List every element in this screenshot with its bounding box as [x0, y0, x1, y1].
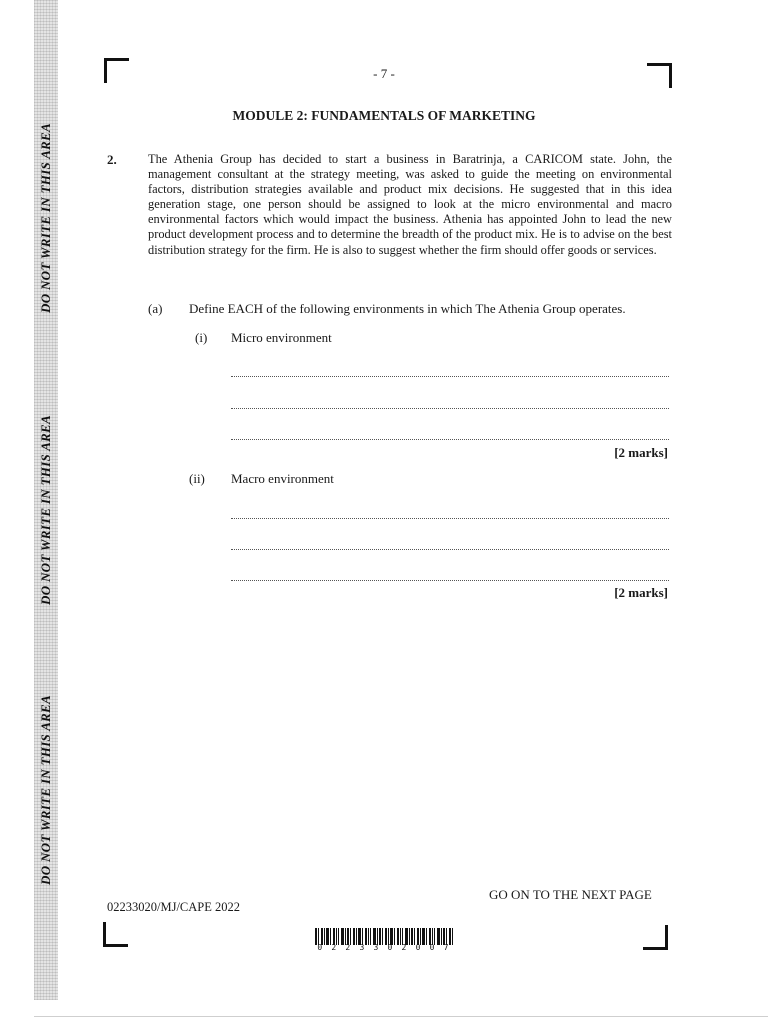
part-a-text: Define EACH of the following environments in which The Athenia Group operates.	[189, 301, 626, 316]
answer-line[interactable]	[231, 506, 669, 519]
paper-code: 02233020/MJ/CAPE 2022	[107, 900, 241, 914]
question-number: 2.	[107, 152, 117, 167]
margin-warning-bottom: DO NOT WRITE IN THIS AREA	[38, 695, 53, 885]
margin-warning-middle: DO NOT WRITE IN THIS AREA	[38, 415, 53, 605]
answer-line[interactable]	[231, 396, 669, 409]
page-number: - 7 -	[373, 66, 395, 81]
subpart-ii-label: (ii)	[189, 471, 205, 486]
answer-line[interactable]	[231, 427, 669, 440]
margin-warning-top: DO NOT WRITE IN THIS AREA	[38, 123, 53, 313]
module-title: MODULE 2: FUNDAMENTALS OF MARKETING	[232, 108, 536, 123]
subpart-i-label: (i)	[195, 330, 208, 345]
go-on-next-page: GO ON TO THE NEXT PAGE	[489, 887, 652, 902]
corner-mark-bottom-left	[103, 922, 128, 947]
question-text: The Athenia Group has decided to start a business in Baratrinja, a CARICOM state. John, the management consultant at the strategy meeting, was asked to guide the meeting on environmental factors, distribution strategies available and product mix decisions. He suggested that in this idea generation stage, one person should be assigned to look at the micro environmental and macro environmental factors which would impact the business. Athenia has appointed John to lead the new product development process and to determine the breadth of the product mix. He is to advise on the best distribution strategy for the firm. He is also to suggest whether the firm should offer goods or services.	[148, 152, 672, 257]
marks-label: [2 marks]	[614, 445, 668, 460]
marks-label: [2 marks]	[614, 585, 668, 600]
subpart-i-text: Micro environment	[231, 330, 332, 345]
answer-line[interactable]	[231, 364, 669, 377]
part-a-label: (a)	[148, 301, 163, 316]
subpart-ii-text: Macro environment	[231, 471, 334, 486]
bottom-edge-line	[34, 1016, 768, 1017]
answer-line[interactable]	[231, 537, 669, 550]
answer-line[interactable]	[231, 568, 669, 581]
corner-mark-bottom-right	[643, 925, 668, 950]
barcode-number: 0 2 2 3 3 0 2 0 0 7	[317, 943, 451, 952]
